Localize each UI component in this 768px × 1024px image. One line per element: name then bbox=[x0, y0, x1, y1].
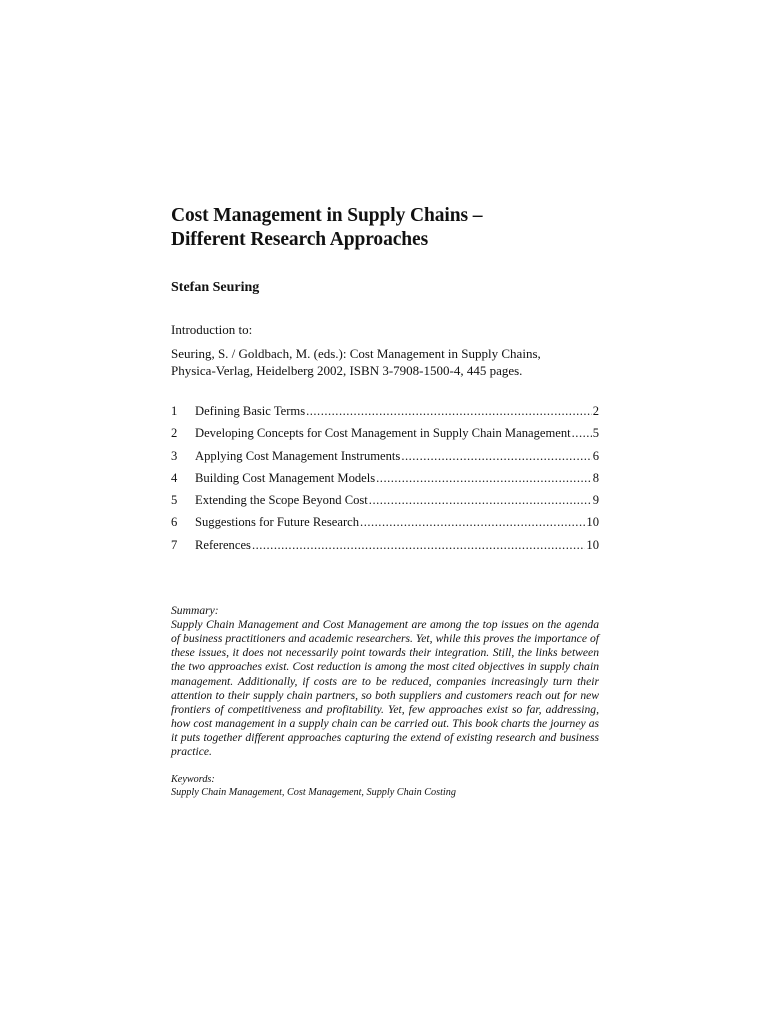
toc-entry-title: References bbox=[195, 537, 251, 552]
toc-dot-leader bbox=[376, 471, 592, 486]
toc-entry-page: 8 bbox=[592, 470, 599, 485]
toc-entry-page: 10 bbox=[586, 537, 599, 552]
keywords-heading: Keywords: bbox=[171, 774, 215, 786]
toc-entry-title: Suggestions for Future Research bbox=[195, 515, 360, 530]
toc-entry-page: 5 bbox=[592, 426, 599, 441]
toc-entry-title: Building Cost Management Models bbox=[195, 470, 376, 485]
toc-dot-leader bbox=[360, 515, 585, 530]
toc-entry-title: Developing Concepts for Cost Management in Supply Chain Management bbox=[195, 426, 571, 441]
toc-dot-leader bbox=[572, 426, 592, 441]
keywords-text: Supply Chain Management, Cost Management, Supply Chain Costing bbox=[171, 787, 456, 799]
table-of-contents bbox=[171, 404, 599, 560]
toc-dot-leader bbox=[401, 449, 591, 464]
toc-entry-2[interactable] bbox=[171, 426, 599, 448]
summary-text: Supply Chain Management and Cost Management are among the top issues on the agenda of business practitioners and academic researchers. Yet, while this proves the importance of these issues, it does not necessarily point towards their integration. Still, the links between the two approaches exist. Cost reduction is among the most cited objectives in supply chain management. Additionally, if costs are to be reduced, companies increasingly turn their attention to their supply chain partners, so both suppliers and customers reach out for new frontiers of competitiveness and profitability. Yet, few approaches exist so far, addressing, how cost management in a supply chain can be carried out. This book charts the journey as it puts together different approaches capturing the extend of existing research and business practice. bbox=[171, 618, 599, 759]
toc-entry-number: 2 bbox=[171, 426, 178, 441]
author-name: Stefan Seuring bbox=[171, 280, 260, 295]
toc-entry-number: 3 bbox=[171, 448, 178, 463]
book-citation bbox=[171, 345, 599, 379]
toc-dot-leader bbox=[306, 404, 592, 419]
toc-entry-number: 6 bbox=[171, 515, 178, 530]
toc-entry-7[interactable] bbox=[171, 538, 599, 560]
toc-entry-5[interactable] bbox=[171, 493, 599, 515]
chapter-title-line-1: Cost Management in Supply Chains – bbox=[171, 205, 483, 226]
toc-entry-page: 10 bbox=[586, 515, 599, 530]
toc-dot-leader bbox=[252, 538, 585, 553]
toc-entry-page: 9 bbox=[592, 493, 599, 508]
toc-dot-leader bbox=[369, 493, 592, 508]
citation-line-2: Physica-Verlag, Heidelberg 2002, ISBN 3-7908-1500-4, 445 pages. bbox=[171, 363, 523, 378]
toc-entry-title: Defining Basic Terms bbox=[195, 404, 306, 418]
chapter-title-line-2: Different Research Approaches bbox=[171, 229, 429, 250]
toc-entry-1[interactable] bbox=[171, 404, 599, 426]
toc-entry-title: Applying Cost Management Instruments bbox=[195, 448, 401, 463]
toc-entry-title: Extending the Scope Beyond Cost bbox=[195, 493, 368, 508]
chapter-title bbox=[171, 204, 599, 252]
toc-entry-number: 4 bbox=[171, 470, 178, 485]
toc-entry-page: 6 bbox=[592, 448, 599, 463]
introduction-label: Introduction to: bbox=[171, 322, 253, 337]
toc-entry-number: 1 bbox=[171, 404, 178, 418]
toc-entry-6[interactable] bbox=[171, 515, 599, 537]
toc-entry-3[interactable] bbox=[171, 449, 599, 471]
citation-line-1: Seuring, S. / Goldbach, M. (eds.): Cost Management in Supply Chains, bbox=[171, 346, 541, 361]
toc-entry-number: 5 bbox=[171, 493, 178, 508]
summary-heading: Summary: bbox=[171, 604, 219, 618]
toc-entry-number: 7 bbox=[171, 537, 178, 552]
keywords-section bbox=[171, 773, 599, 799]
toc-entry-page: 2 bbox=[592, 404, 599, 418]
toc-entry-4[interactable] bbox=[171, 471, 599, 493]
summary-section bbox=[171, 604, 599, 759]
page-content bbox=[171, 204, 599, 799]
